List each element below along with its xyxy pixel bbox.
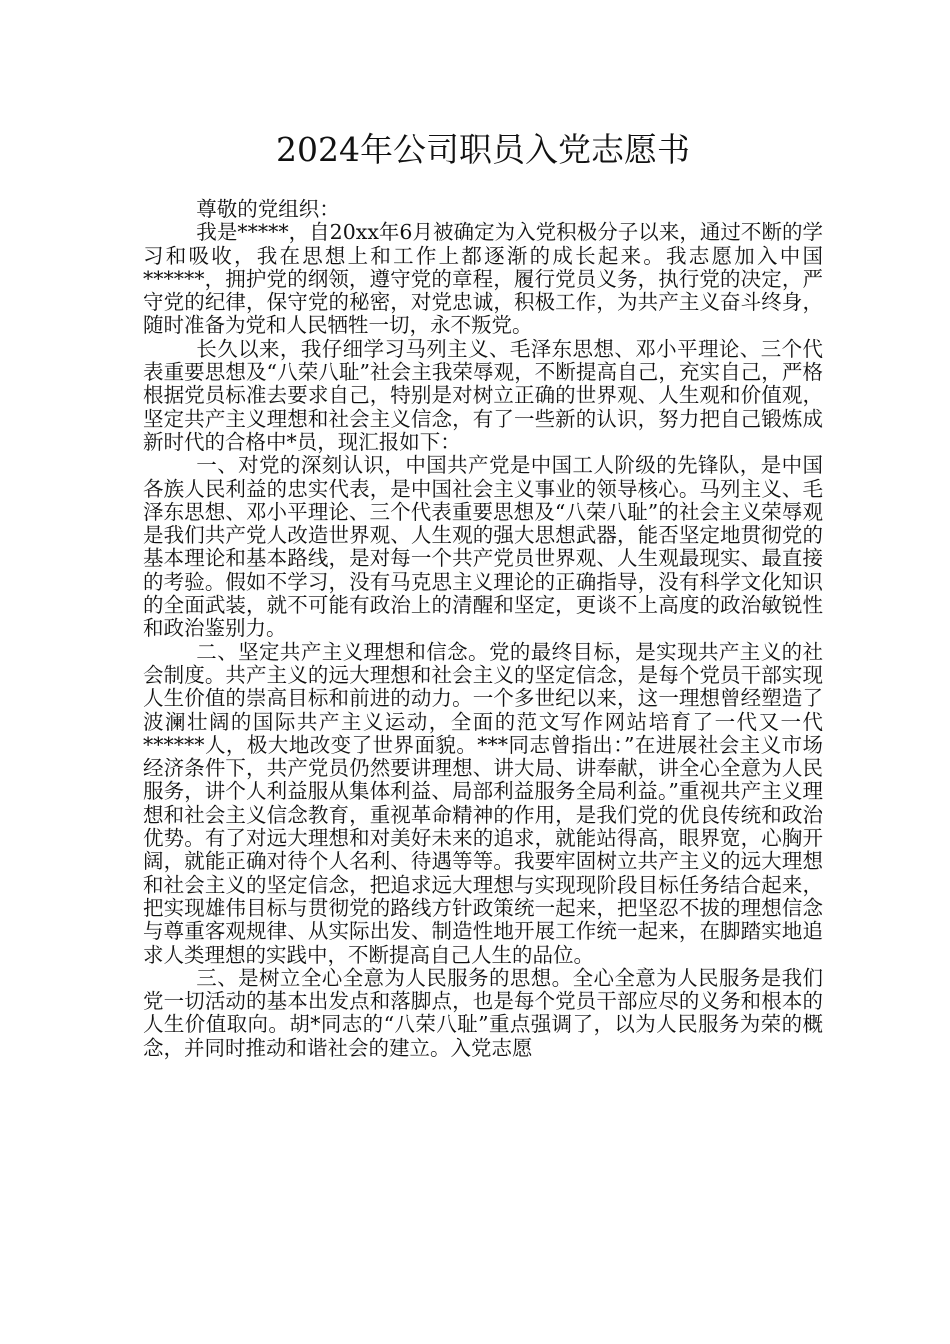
paragraph-intro: 我是*****，自20xx年6月被确定为入党积极分子以来，通过不断的学习和吸收，我在思想上和工作上都逐渐的成长起来。我志愿加入中国******，拥护党的纲领，遵守党的章程，履行党员义务，执行党的决定，严守党的纪律，保守党的秘密，对党忠诚，积极工作，为共产主义奋斗终身，随时准备为党和人民牺牲一切，永不叛党。	[143, 220, 823, 338]
salutation: 尊敬的党组织：	[196, 197, 340, 221]
document-page	[143, 128, 823, 1060]
paragraph-section-3: 三、是树立全心全意为人民服务的思想。全心全意为人民服务是我们党一切活动的基本出发点和落脚点，也是每个党员干部应尽的义务和根本的人生价值取向。胡*同志的“八荣八耻”重点强调了，以为人民服务为荣的概念，并同时推动和谐社会的建立。入党志愿	[143, 965, 823, 1060]
paragraph-study: 长久以来，我仔细学习马列主义、毛泽东思想、邓小平理论、三个代表重要思想及“八荣八耻”社会主我荣辱观，不断提高自己，充实自己，严格根据党员标准去要求自己，特别是对树立正确的世界观、人生观和价值观，坚定共产主义理想和社会主义信念，有了一些新的认识，努力把自己锻炼成新时代的合格中*员，现汇报如下：	[143, 336, 823, 454]
paragraph-section-2: 二、坚定共产主义理想和信念。党的最终目标，是实现共产主义的社会制度。共产主义的远大理想和社会主义的坚定信念，是每个党员干部实现人生价值的崇高目标和前进的动力。一个多世纪以来，这一理想曾经塑造了波澜壮阔的国际共产主义运动，全面的范文写作网站培育了一代又一代******人，极大地改变了世界面貌。***同志曾指出：”在进展社会主义市场经济条件下，共产党员仍然要讲理想、讲大局、讲奉献，讲全心全意为人民服务，讲个人利益服从集体利益、局部利益服务全局利益。”重视共产主义理想和社会主义信念教育，重视革命精神的作用，是我们党的优良传统和政治优势。有了对远大理想和对美好未来的追求，就能站得高，眼界宽，心胸开阔，就能正确对待个人名利、待遇等等。我要牢固树立共产主义的远大理想和社会主义的坚定信念，把追求远大理想与实现现阶段目标任务结合起来，把实现雄伟目标与贯彻党的路线方针政策统一起来，把坚忍不拔的理想信念与尊重客观规律、从实际出发、制造性地开展工作统一起来，在脚踏实地追求人类理想的实践中，不断提高自己人生的品位。	[143, 639, 823, 967]
paragraph-section-1: 一、对党的深刻认识，中国共产党是中国工人阶级的先锋队，是中国各族人民利益的忠实代表，是中国社会主义事业的领导核心。马列主义、毛泽东思想、邓小平理论、三个代表重要思想及“八荣八耻”的社会主义荣辱观是我们共产党人改造世界观、人生观的强大思想武器，能否坚定地贯彻党的基本理论和基本路线，是对每一个共产党员世界观、人生观最现实、最直接的考验。假如不学习，没有马克思主义理论的正确指导，没有科学文化知识的全面武装，就不可能有政治上的清醒和坚定，更谈不上高度的政治敏锐性和政治鉴别力。	[143, 453, 823, 641]
document-body	[143, 198, 823, 1060]
document-title: 2024年公司职员入党志愿书	[276, 130, 690, 169]
